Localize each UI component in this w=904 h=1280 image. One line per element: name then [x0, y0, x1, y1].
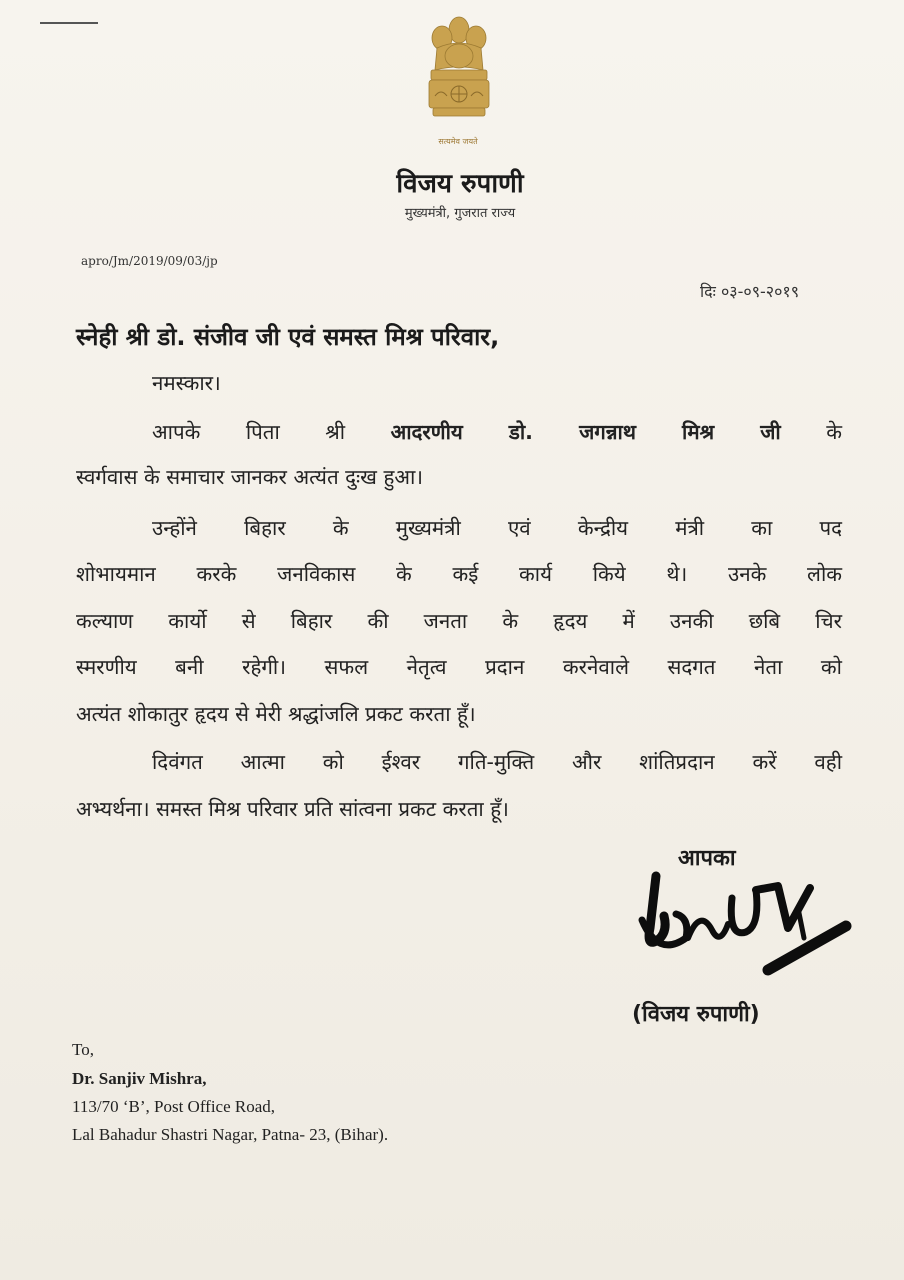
emblem-motto: सत्यमेव जयते: [438, 137, 478, 146]
para2-line3: कल्याण कार्यो से बिहार की जनता के हृदय में उनकी छबि चिर: [76, 609, 842, 633]
address-to: To,: [72, 1040, 94, 1059]
salutation: स्नेही श्री डो. संजीव जी एवं समस्त मिश्र परिवार,: [76, 323, 500, 351]
para1-line1-end: के: [826, 420, 842, 444]
letterhead-designation: मुख्यमंत्री, गुजरात राज्य: [404, 206, 516, 221]
national-emblem-icon: [415, 8, 503, 136]
para2-line1: उन्होंने बिहार के मुख्यमंत्री एवं केन्द्रीय मंत्री का पद: [152, 516, 842, 540]
closing: आपका: [678, 846, 736, 871]
corner-mark: [40, 22, 98, 24]
address-name: Dr. Sanjiv Mishra,: [72, 1069, 207, 1088]
letter-date: दिः ०३-०९-२०१९: [700, 282, 800, 301]
para2-line5: अत्यंत शोकातुर हृदय से मेरी श्रद्धांजलि प्रकट करता हूँ।: [76, 702, 476, 726]
letterhead-name: विजय रुपाणी: [396, 169, 524, 199]
address-line2: Lal Bahadur Shastri Nagar, Patna- 23, (Bihar).: [72, 1125, 389, 1144]
signature-icon: [628, 868, 858, 983]
para1-line1-start: आपके पिता श्री: [152, 420, 346, 444]
address-line1: 113/70 ‘B’, Post Office Road,: [72, 1097, 276, 1116]
para1-line1: [152, 418, 842, 446]
para1-line2: स्वर्गवास के समाचार जानकर अत्यंत दुःख हुआ।: [76, 465, 424, 489]
signatory-name: (विजय रुपाणी): [632, 1002, 760, 1027]
para1-name-bold: आदरणीय डो. जगन्नाथ मिश्र जी: [390, 420, 781, 444]
para3-line2: अभ्यर्थना। समस्त मिश्र परिवार प्रति सांत्वना प्रकट करता हूँ।: [76, 797, 509, 821]
para2-line4: स्मरणीय बनी रहेगी। सफल नेतृत्व प्रदान करनेवाले सदगत नेता को: [76, 655, 842, 679]
reference-number: apro/Jm/2019/09/03/jp: [81, 254, 218, 268]
greeting: नमस्कार।: [152, 371, 221, 395]
para2-line2: शोभायमान करके जनविकास के कई कार्य किये थे। उनके लोक: [76, 562, 842, 586]
para3-line1: दिवंगत आत्मा को ईश्वर गति-मुक्ति और शांतिप्रदान करें वही: [152, 750, 842, 774]
